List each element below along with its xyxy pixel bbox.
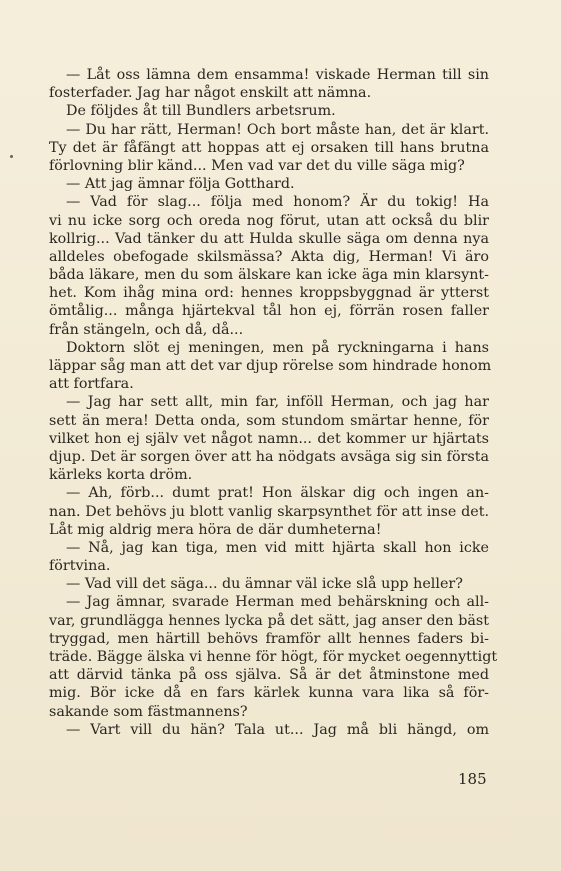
text-line: alldeles obefogade skilsmässa? Akta dig, Herman! Vi äro [49,248,489,265]
text-line: ömtålig... många hjärtekval tål hon ej, förrän rosen faller [49,303,489,320]
margin-speck [10,155,13,158]
text-line: kollrig... Vad tänker du att Hulda skulle säga om denna nya [49,230,489,247]
text-line: att fortfara. [49,376,134,393]
text-line: att därvid tänka på oss själva. Så är det åtminstone med [49,667,489,684]
text-line: djup. Det är sorgen över att ha nödgats avsäga sig sin första [49,448,489,465]
text-line: Doktorn slöt ej meningen, men på ryckningarna i hans [66,339,489,356]
text-line: De följdes åt till Bundlers arbetsrum. [66,103,336,120]
text-line: — Låt oss lämna dem ensamma! viskade Herman till sin [66,67,489,83]
text-line: — Vad för slag... följa med honom? Är du tokig! Ha [66,194,489,211]
text-line: sakande som fästmannens? [49,703,248,720]
text-line: fosterfader. Jag har något enskilt att nämna. [49,85,372,102]
text-line: nan. Det behövs ju blott vanlig skarpsynthet för att inse det. [49,503,489,520]
text-line: tryggad, men härtill behövs framför allt hennes faders bi- [49,630,489,647]
text-line: — Du har rätt, Herman! Och bort måste han, det är klart. [66,121,489,138]
text-line: båda läkare, men du som älskare kan icke äga min klarsynt- [49,267,489,284]
text-line: — Jag ämnar, svarade Herman med behärskning och all- [66,594,489,611]
text-line: Låt mig aldrig mera höra de där dumheterna! [49,521,382,538]
text-line: läppar såg man att det var djup rörelse som hindrade honom [49,358,492,374]
page-number: 185 [458,770,487,788]
text-line: — Att jag ämnar följa Gotthard. [66,176,295,193]
text-line: mig. Bör icke då en fars kärlek kunna vara lika så för- [49,685,489,702]
text-line: förlovning blir känd... Men vad var det du ville säga mig? [49,157,465,174]
text-line: het. Kom ihåg mina ord: hennes kroppsbyggnad är ytterst [49,285,489,302]
text-line: från stängeln, och då, då... [49,321,244,338]
text-line: — Jag har sett allt, min far, inföll Herman, och jag har [66,394,489,411]
text-line: förtvina. [49,558,111,575]
text-line: vilket hon ej själv vet något namn... det kommer ur hjärtats [49,430,489,447]
text-line: — Ah, förb... dumt prat! Hon älskar dig och ingen an- [66,485,489,502]
text-line: träde. Bägge älska vi henne för högt, för mycket oegennyttigt [49,649,498,665]
text-line: sett än mera! Detta onda, som stundom smärtar henne, för [49,412,489,429]
text-line: var, grundlägga hennes lycka på det sätt, jag anser den bäst [49,612,489,629]
text-line: kärleks korta dröm. [49,467,193,484]
text-line: Ty det är fåfängt att hoppas att ej orsaken till hans brutna [49,139,489,156]
body-text [49,66,498,739]
text-line: — Vad vill det säga... du ämnar väl icke slå upp heller? [66,576,463,593]
text-line: — Nå, jag kan tiga, men vid mitt hjärta skall hon icke [66,539,489,556]
text-line: — Vart vill du hän? Tala ut... Jag må bli hängd, om [66,721,489,738]
text-line: vi nu icke sorg och oreda nog förut, utan att också du blir [49,212,489,229]
